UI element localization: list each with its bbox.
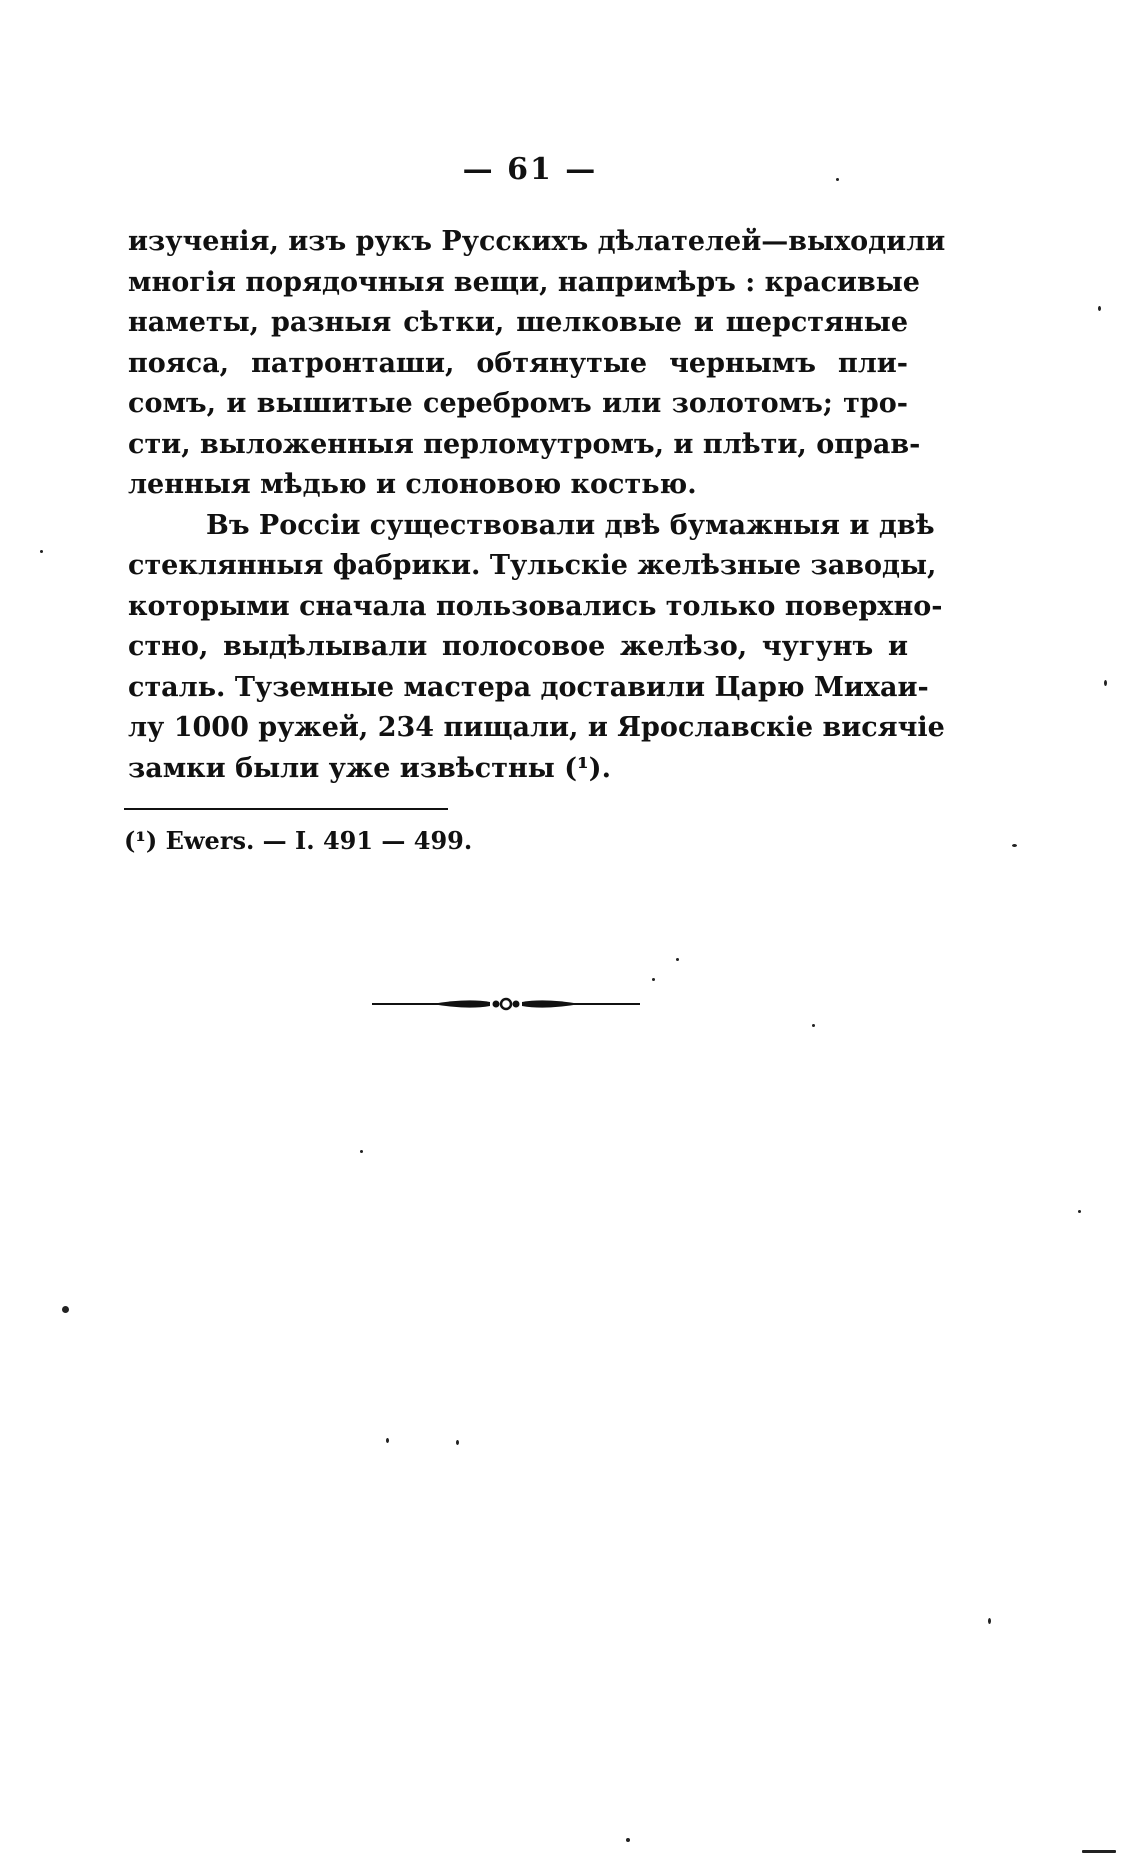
- text-line: изученія, изъ рукъ Русскихъ дѣлателей—выходили: [128, 226, 946, 257]
- paragraph-2: [128, 506, 945, 790]
- text-line: сталь. Туземные мастера доставили Царю Михаи-: [128, 671, 929, 703]
- text-line: сти, выложенныя перломутромъ, и плѣти, оправ-: [128, 428, 921, 460]
- text-line: сомъ, и вышитые серебромъ или золотомъ; тро-: [128, 388, 908, 419]
- scan-speck: [1098, 306, 1101, 311]
- text-line-last: [128, 749, 908, 790]
- footnote-reference: (¹).: [564, 752, 611, 784]
- ornament-divider-icon: [372, 992, 640, 1016]
- scan-speck: [1078, 1210, 1081, 1213]
- text-line: стно, выдѣлывали полосовое желѣзо, чугунъ и: [128, 631, 908, 662]
- scan-speck: [676, 958, 679, 961]
- text-line: Въ Россіи существовали двѣ бумажныя и двѣ: [206, 509, 935, 541]
- text-fragment: замки были уже извѣстны: [128, 752, 555, 784]
- text-line: которыми сначала пользовались только поверхно-: [128, 590, 943, 622]
- footnote-text: Ewers. — I. 491 — 499.: [165, 826, 473, 855]
- scan-speck: [1012, 844, 1017, 847]
- paragraph-1: [128, 222, 946, 506]
- text-line: наметы, разныя сѣтки, шелковые и шерстяные: [128, 307, 908, 338]
- text-line: пояса, патронташи, обтянутые чернымъ пли-: [128, 347, 908, 379]
- scan-speck: [988, 1618, 991, 1624]
- scan-speck: [1104, 680, 1107, 686]
- text-line: стеклянныя фабрики. Тульскіе желѣзные заводы,: [128, 550, 937, 581]
- scan-speck: [652, 978, 655, 981]
- footnote-marker: (¹): [124, 826, 158, 855]
- footnote: [124, 826, 472, 855]
- scan-speck: [456, 1440, 459, 1445]
- scan-speck: [386, 1438, 389, 1443]
- page-number: — 61 —: [462, 152, 598, 187]
- text-line: лу 1000 ружей, 234 пищали, и Ярославскіе висячіе: [128, 712, 945, 743]
- scan-speck: [1082, 1850, 1116, 1853]
- text-line: многія порядочныя вещи, напримѣръ : красивые: [128, 266, 920, 298]
- scan-speck: [836, 178, 839, 181]
- text-line: ленныя мѣдью и слоновою костью.: [128, 469, 697, 500]
- main-text: [128, 222, 946, 789]
- scan-speck: [812, 1024, 815, 1027]
- scan-speck: [360, 1150, 363, 1153]
- scan-speck: [62, 1306, 69, 1313]
- footnote-divider: [124, 808, 448, 810]
- scan-speck: [626, 1838, 630, 1842]
- scan-speck: [40, 550, 43, 553]
